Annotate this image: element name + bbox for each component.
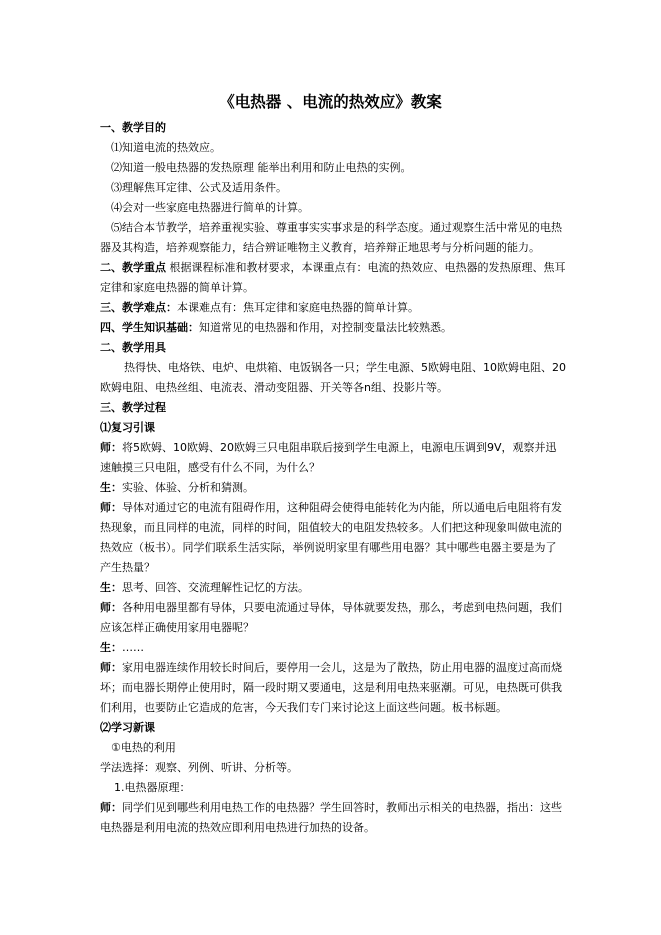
teacher-line: [100, 498, 566, 578]
teacher-label: 师：: [100, 501, 122, 514]
student-text: 思考、回答、交流理解性记忆的方法。: [122, 581, 309, 594]
teacher-line: [100, 798, 566, 838]
teacher-label: 师：: [100, 601, 122, 614]
teacher-line: [100, 658, 566, 718]
topic-heading: ①电热的利用: [111, 741, 176, 754]
knowledge-paragraph: [100, 318, 566, 338]
objective-item: ⑷会对一些家庭电热器进行简单的计算。: [111, 201, 309, 214]
teacher-label: 师：: [100, 801, 122, 814]
section-heading-key-points: 二、教学重点: [100, 261, 166, 274]
teacher-text: 同学们见到哪些利用电热工作的电热器？学生回答时，教师出示相关的电热器，指出：这些电热器是利用电流的热效应即利用电热进行加热的设备。: [100, 801, 562, 834]
teacher-text: 导体对通过它的电流有阻碍作用，这种阻碍会使得电能转化为内能，所以通电后电阻将有发热现象，而且同样的电流，同样的时间，阻值较大的电阻发热较多。人们把这种现象叫做电流的热效应（板书）。同学们联系生活实际，举例说明家里有哪些用电器？其中哪些电器主要是为了产生热量？: [100, 501, 562, 574]
subsection-heading-new-lesson: ⑵学习新课: [100, 721, 155, 734]
knowledge-text: 知道常见的电热器和作用，对控制变量法比较熟悉。: [199, 321, 452, 334]
difficulties-text: 本课难点有：焦耳定律和家庭电热器的简单计算。: [177, 301, 419, 314]
section-heading-process: 三、教学过程: [100, 401, 166, 414]
teacher-text: 家用电器连续作用较长时间后，要停用一会儿，这是为了散热，防止用电器的温度过高而烧坏；而电器长期停止使用时，隔一段时期又要通电，这是利用电热来驱潮。可见，电热既可供我们利用，也要防止它造成的危害，今天我们专门来讨论这上面这些问题。板书标题。: [100, 661, 562, 714]
subsection-heading-review: ⑴复习引课: [100, 421, 155, 434]
key-points-paragraph: [100, 258, 566, 298]
document-body: [100, 118, 566, 838]
section-heading-knowledge: 四、学生知识基础：: [100, 321, 199, 334]
teacher-label: 师：: [100, 661, 122, 674]
document-title: 《电热器 、电流的热效应》教案: [219, 93, 442, 111]
student-line: [100, 578, 566, 598]
student-text: ……: [122, 641, 144, 654]
section-heading-difficulties: 三、教学难点：: [100, 301, 177, 314]
teacher-line: [100, 598, 566, 638]
section-heading-tools: 二、教学用具: [100, 341, 166, 354]
student-label: 生：: [100, 581, 122, 594]
student-text: 实验、体验、分析和猜测。: [122, 481, 254, 494]
student-line: [100, 478, 566, 498]
section-heading-objectives: 一、教学目的: [100, 121, 166, 134]
method-text: 学法选择：观察、列例、听讲、分析等。: [100, 761, 298, 774]
student-label: 生：: [100, 481, 122, 494]
teacher-label: 师：: [100, 441, 122, 454]
objective-item: ⑶理解焦耳定律、公式及适用条件。: [111, 181, 287, 194]
point-heading: 1.电热器原理：: [114, 781, 191, 794]
objective-item: ⑸结合本节教学，培养重视实验、尊重事实实事求是的科学态度。通过观察生活中常见的电热器及其构造，培养观察能力，结合辨证唯物主义教育，培养辩正地思考与分析问题的能力。: [100, 221, 562, 254]
objective-item: ⑵知道一般电热器的发热原理 能举出利用和防止电热的实例。: [111, 161, 412, 174]
student-label: 生：: [100, 641, 122, 654]
student-line: [100, 638, 566, 658]
teacher-line: [100, 438, 566, 478]
difficulties-paragraph: [100, 298, 566, 318]
teacher-text: 将5欧姆、10欧姆、20欧姆三只电阻串联后接到学生电源上，电源电压调到9V，观察并迅速触摸三只电阻，感受有什么不同，为什么？: [100, 441, 557, 474]
tools-text: 热得快、电烙铁、电炉、电烘箱、电饭锅各一只；学生电源、5欧姆电阻、10欧姆电阻、20欧姆电阻、电热丝组、电流表、滑动变阻器、开关等各n组、投影片等。: [100, 361, 566, 394]
objective-item: ⑴知道电流的热效应。: [111, 141, 221, 154]
key-points-text: 根据课程标准和教材要求，本课重点有：电流的热效应、电热器的发热原理、焦耳定律和家庭电热器的简单计算。: [100, 261, 566, 294]
teacher-text: 各种用电器里都有导体，只要电流通过导体，导体就要发热，那么，考虑到电热问题，我们应该怎样正确使用家用电器呢？: [100, 601, 562, 634]
